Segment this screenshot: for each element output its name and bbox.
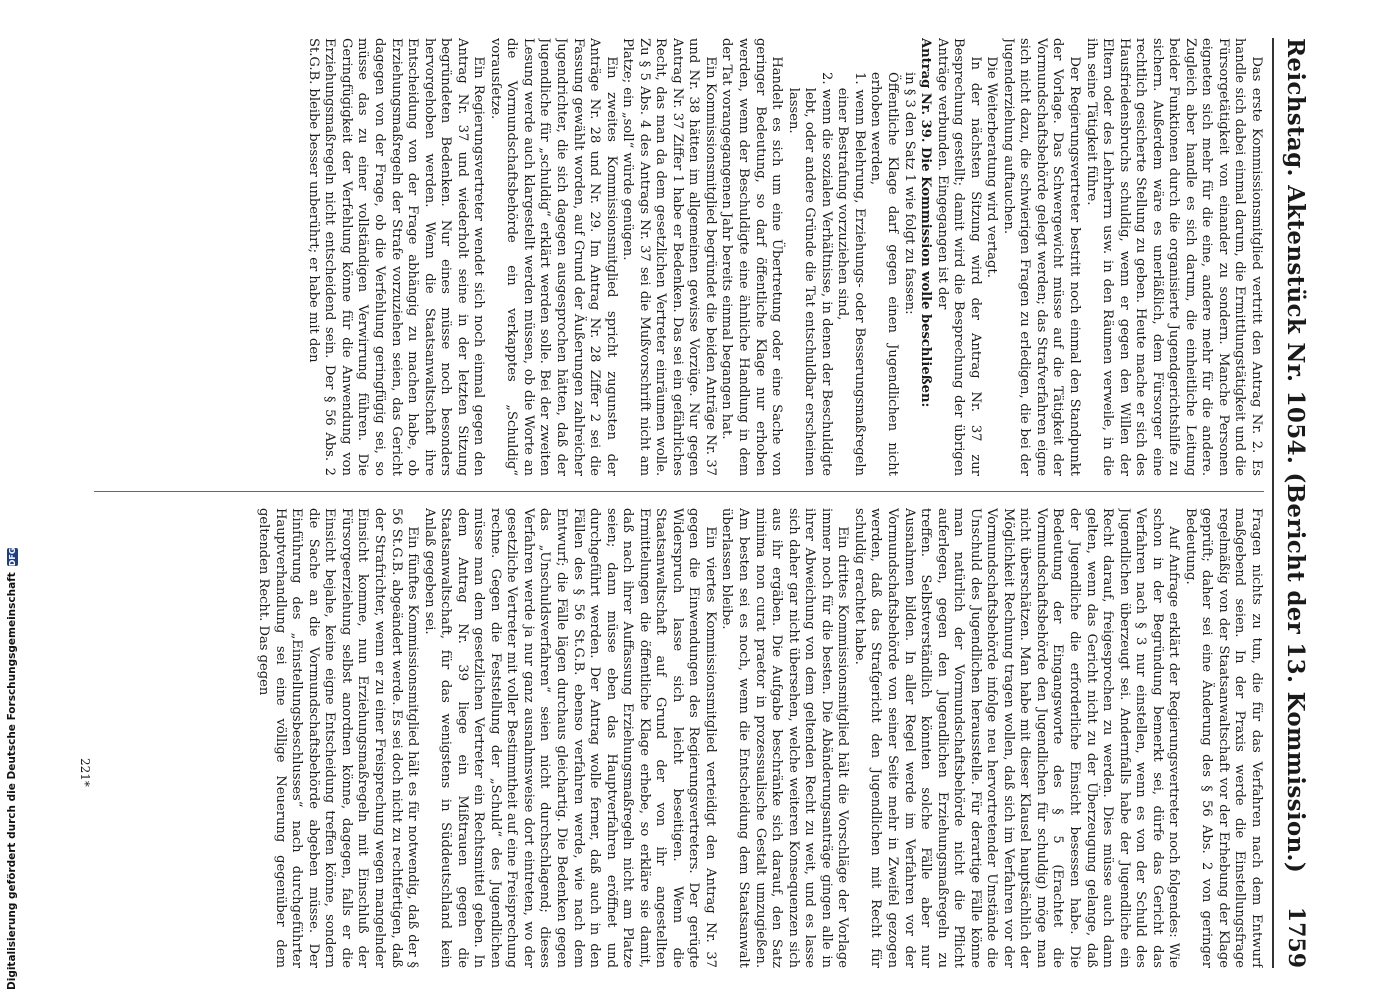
- page-header: [1274, 38, 1318, 968]
- header-page-number: 1759: [1283, 906, 1309, 968]
- dfg-logo-icon: DFG: [7, 547, 17, 567]
- paragraph: Ein fünftes Kommissionsmitglied hält es für notwendig, daß der § 56 St.G.B. abgeändert werde. Es sei doch nicht zu rechtfertigen, daß der Strafrichter, wenn er zu einer Freisprechung wegen mangelnder Einsicht komme, nun Erziehungsmaßregeln mit Einschluß der Fürsorgeerziehung selbst anordnen könne, dagegen, falls er die Einsicht bejahe, keine eigne Entscheidung treffen könne, sondern die Sache an die Vormundschaftsbehörde abgeben müsse. Der Einführung des „Einstellungsbeschlusses“ nach durchgeführter Hauptverhandlung sei eine völlige Neuerung gegenüber dem geltenden Recht. Das gegen: [256, 508, 421, 968]
- signature-mark: 221*: [78, 758, 92, 787]
- paragraph: Fragen nichts zu tun, die für das Verfahren nach dem Entwurf maßgebend seien. In der Praxis werde die Einstellungsfrage regelmäßig von der Staatsanwaltschaft vor der Erhebung der Klage geprüft; daher sei eine Änderung des § 56 Abs. 2 von geringer Bedeutung.: [1182, 508, 1264, 968]
- rotated-document-page: [68, 38, 1318, 968]
- paragraph: Ein drittes Kommissionsmitglied hält die Vorschläge der Vorlage immer noch für die besten. Die Abänderungsanträge gingen alle in ihrer Abweichung von dem geltenden Recht zu weit, und es lasse sich daher gar nicht übersehen, welche weiteren Konsequenzen sich aus ihr ergäben. Die Aufgabe beschränke sich darauf, den Satz minima non curat praetor in prozessualische Gestalt umzugießen. Am besten sei es noch, wenn die Entscheidung dem Staatsanwalt überlassen bleibe.: [719, 508, 851, 968]
- paragraph: Ein viertes Kommissionsmitglied verteidigt den Antrag Nr. 37 gegen die Einwendungen des Regierungsvertreters. Der gerügte Widerspruch lasse sich leicht beseitigen. Wenn die Staatsanwaltschaft auf Grund der von ihr angestellten Ermittelungen die öffentliche Klage erhebe, so erkläre sie damit, daß nach ihrer Auffassung Erziehungsmaßregeln nicht am Platze seien; dann müsse eben das Hauptverfahren eröffnet und durchgeführt werden. Der Antrag wolle ferner, daß auch in den Fällen des § 56 St.G.B. ebenso verfahren werde, wie nach dem Entwurf; die Fälle lägen durchaus gleichartig. Die Bedenken gegen das „Unschuldsverfahren“ seien nicht durchschlagend; dieses Verfahren werde ja nur ganz ausnahmsweise dort eintreten, wo der gesetzliche Vertreter mit voller Bestimmtheit auf eine Freisprechung rechne. Gegen die Feststellung der „Schuld“ des Jugendlichen müsse man dem gesetzlichen Vertreter ein Rechtsmittel geben. In dem Antrag Nr. 39 liege ein Mißtrauen gegen die Staatsanwaltschaft, für das wenigstens in Süddeutschland kein Anlaß gegeben sei.: [421, 508, 718, 968]
- motion-heading: Antrag Nr. 39. Die Kommission wolle beschließen:: [918, 38, 934, 408]
- paragraph: Der Regierungsvertreter bestritt noch einmal den Standpunkt der Vorlage. Das Schwergewicht müsse auf die Tätigkeit der Vormundschaftsbehörde gelegt werden; das Strafverfahren eigne sich nicht dazu, die schwierigen Fragen zu erledigen, die bei der Jugenderziehung auftauchen.: [1000, 38, 1082, 476]
- paragraph: Ein Regierungsvertreter wendet sich noch einmal gegen den Antrag Nr. 37 und wiederholt seine in der letzten Sitzung begründeten Bedenken. Nur eines müsse noch besonders hervorgehoben werden. Wenn die Staatsanwaltschaft ihre Entscheidung von der Frage abhängig zu machen habe, ob Erziehungsmaßregeln der Strafe vorzuziehen seien, das Gericht dagegen von der Frage, ob die Verfehlung geringfügig sei, so müsse das zu einer vollständigen Verwirrung führen. Die Geringfügigkeit der Verfehlung könne für die Anwendung von Erziehungsmaßregeln nicht entscheidend sein. Der § 56 Abs. 2 St.G.B. bleibe besser unberührt; er habe mit den: [305, 38, 487, 476]
- dfg-credit: [6, 548, 18, 990]
- paragraph: Handelt es sich um eine Übertretung oder eine Sache von geringer Bedeutung, so darf öffentliche Klage nur erhoben werden, wenn der Beschuldigte eine ähnliche Handlung in dem der Tat vorangegangenen Jahr bereits einmal begangen hat.: [719, 38, 785, 476]
- paragraph: Das erste Kommissionsmitglied vertritt den Antrag Nr. 2. Es handle sich dabei einmal darum, die Ermittlungstätigkeit und die Fürsorgetätigkeit von einander zu sondern. Manche Personen eigneten sich mehr für die eine, andere mehr für die andere. Zugleich aber handle es sich darum, die einheitliche Leitung beider Funktionen durch die organisierte Jugendgerichtshilfe zu sichern. Außerdem wäre es unerläßlich, dem Fürsorger eine rechtlich gesicherte Stellung zu geben. Heute mache er sich des Hausfriedensbruchs schuldig, wenn er gegen den Willen der Eltern oder des Lehrherrn usw. in den Räumen verweile, in die ihn seine Tätigkeit führe.: [1083, 38, 1264, 476]
- left-text-column: [94, 38, 1264, 476]
- paragraph: Auf Anfrage erklärt der Regierungsvertreter noch folgendes: Wie schon in der Begründung bemerkt sei, dürfe das Gericht das Verfahren nach § 3 nur einstellen, wenn es von der Schuld des Jugendlichen überzeugt sei. Andernfalls habe der Jugendliche ein Recht darauf, freigesprochen zu werden. Dies müsse auch dann gelten, wenn das Gericht nicht zu der Überzeugung gelange, daß der Jugendliche die erforderliche Einsicht besessen habe. Die Bedeutung der Eingangsworte des § 5 (Erachtet die Vormundschaftsbehörde den Jugendlichen für schuldig) möge man nicht überschätzen. Man habe mit dieser Klausel hauptsächlich der Möglichkeit Rechnung tragen wollen, daß sich im Verfahren vor der Vormundschaftsbehörde infolge neu hervortretender Umstände die Unschuld des Jugendlichen herausstelle. Für derartige Fälle könne man natürlich der Vormundschaftsbehörde nicht die Pflicht auferlegen, gegen den Jugendlichen Erziehungsmaßregeln zu treffen. Selbstverständlich könnten solche Fälle aber nur Ausnahmen bilden. In aller Regel werde im Verfahren vor der Vormundschaftsbehörde von seiner Seite mehr in Zweifel gezogen werden, daß das Strafgericht den Jugendlichen mit Recht für schuldig erachtet habe.: [851, 508, 1182, 968]
- header-rule: [1272, 38, 1274, 968]
- motion-intro: in § 3 den Satz 1 wie folgt zu fassen:: [901, 72, 917, 315]
- header-title: Reichstag. Aktenstück Nr. 1054. (Bericht der 13. Kommission.): [1282, 38, 1310, 874]
- paragraph: Ein Kommissionsmitglied begründet die beiden Anträge Nr. 37 und Nr. 38 hätten im allgemeinen gewisse Vorzüge. Nur gegen Antrag Nr. 37 Ziffer 1 habe er Bedenken. Das sei ein gefährliches Recht, das man da dem gesetzlichen Vertreter einräumen wolle. Zu § 5 Abs. 4 des Antrags Nr. 37 sei die Mußvorschrift nicht am Platze; ein „soll“ würde genügen.: [620, 38, 718, 476]
- paragraph: In der nächsten Sitzung wird der Antrag Nr. 37 zur Besprechung gestellt; damit wird die Besprechung der übrigen Anträge verbunden. Eingegangen ist der: [934, 38, 983, 476]
- motion-item-1: 1. wenn Belehrung, Erziehungs- oder Besserungsmaßregeln einer Bestrafung vorzuziehen sind,: [835, 72, 867, 476]
- paragraph: Ein zweites Kommissionsmitglied spricht zugunsten der Anträge Nr. 28 und Nr. 29. Im Antrag Nr. 28 Ziffer 2 sei die Fassung gewählt worden, auf Grund der Äußerungen zahlreicher Jugendrichter, die sich dagegen ausgesprochen hätten, daß der Jugendliche für „schuldig“ erklärt werden solle. Bei der zweiten Lesung werde auch klargestellt werden müssen, ob die Worte an die Vormundschaftsbehörde ein verkapptes „Schuldig“ vorausſetze.: [487, 38, 619, 476]
- motion-text: Öffentliche Klage darf gegen einen Jugendlichen nicht erhoben werden,: [868, 72, 900, 476]
- paragraph: Die Weiterberatung wird vertagt.: [984, 56, 1000, 278]
- column-divider: [94, 491, 1264, 492]
- dfg-note: Digitalisierung gefördert durch die Deutsche Forschungsgemeinschaft: [6, 572, 18, 990]
- motion-item-2: 2. wenn die sozialen Verhältnisse, in denen der Beschuldigte lebt, oder andere Gründe die Tat entschuldbar erscheinen lassen.: [785, 72, 834, 476]
- right-text-column: [94, 508, 1264, 968]
